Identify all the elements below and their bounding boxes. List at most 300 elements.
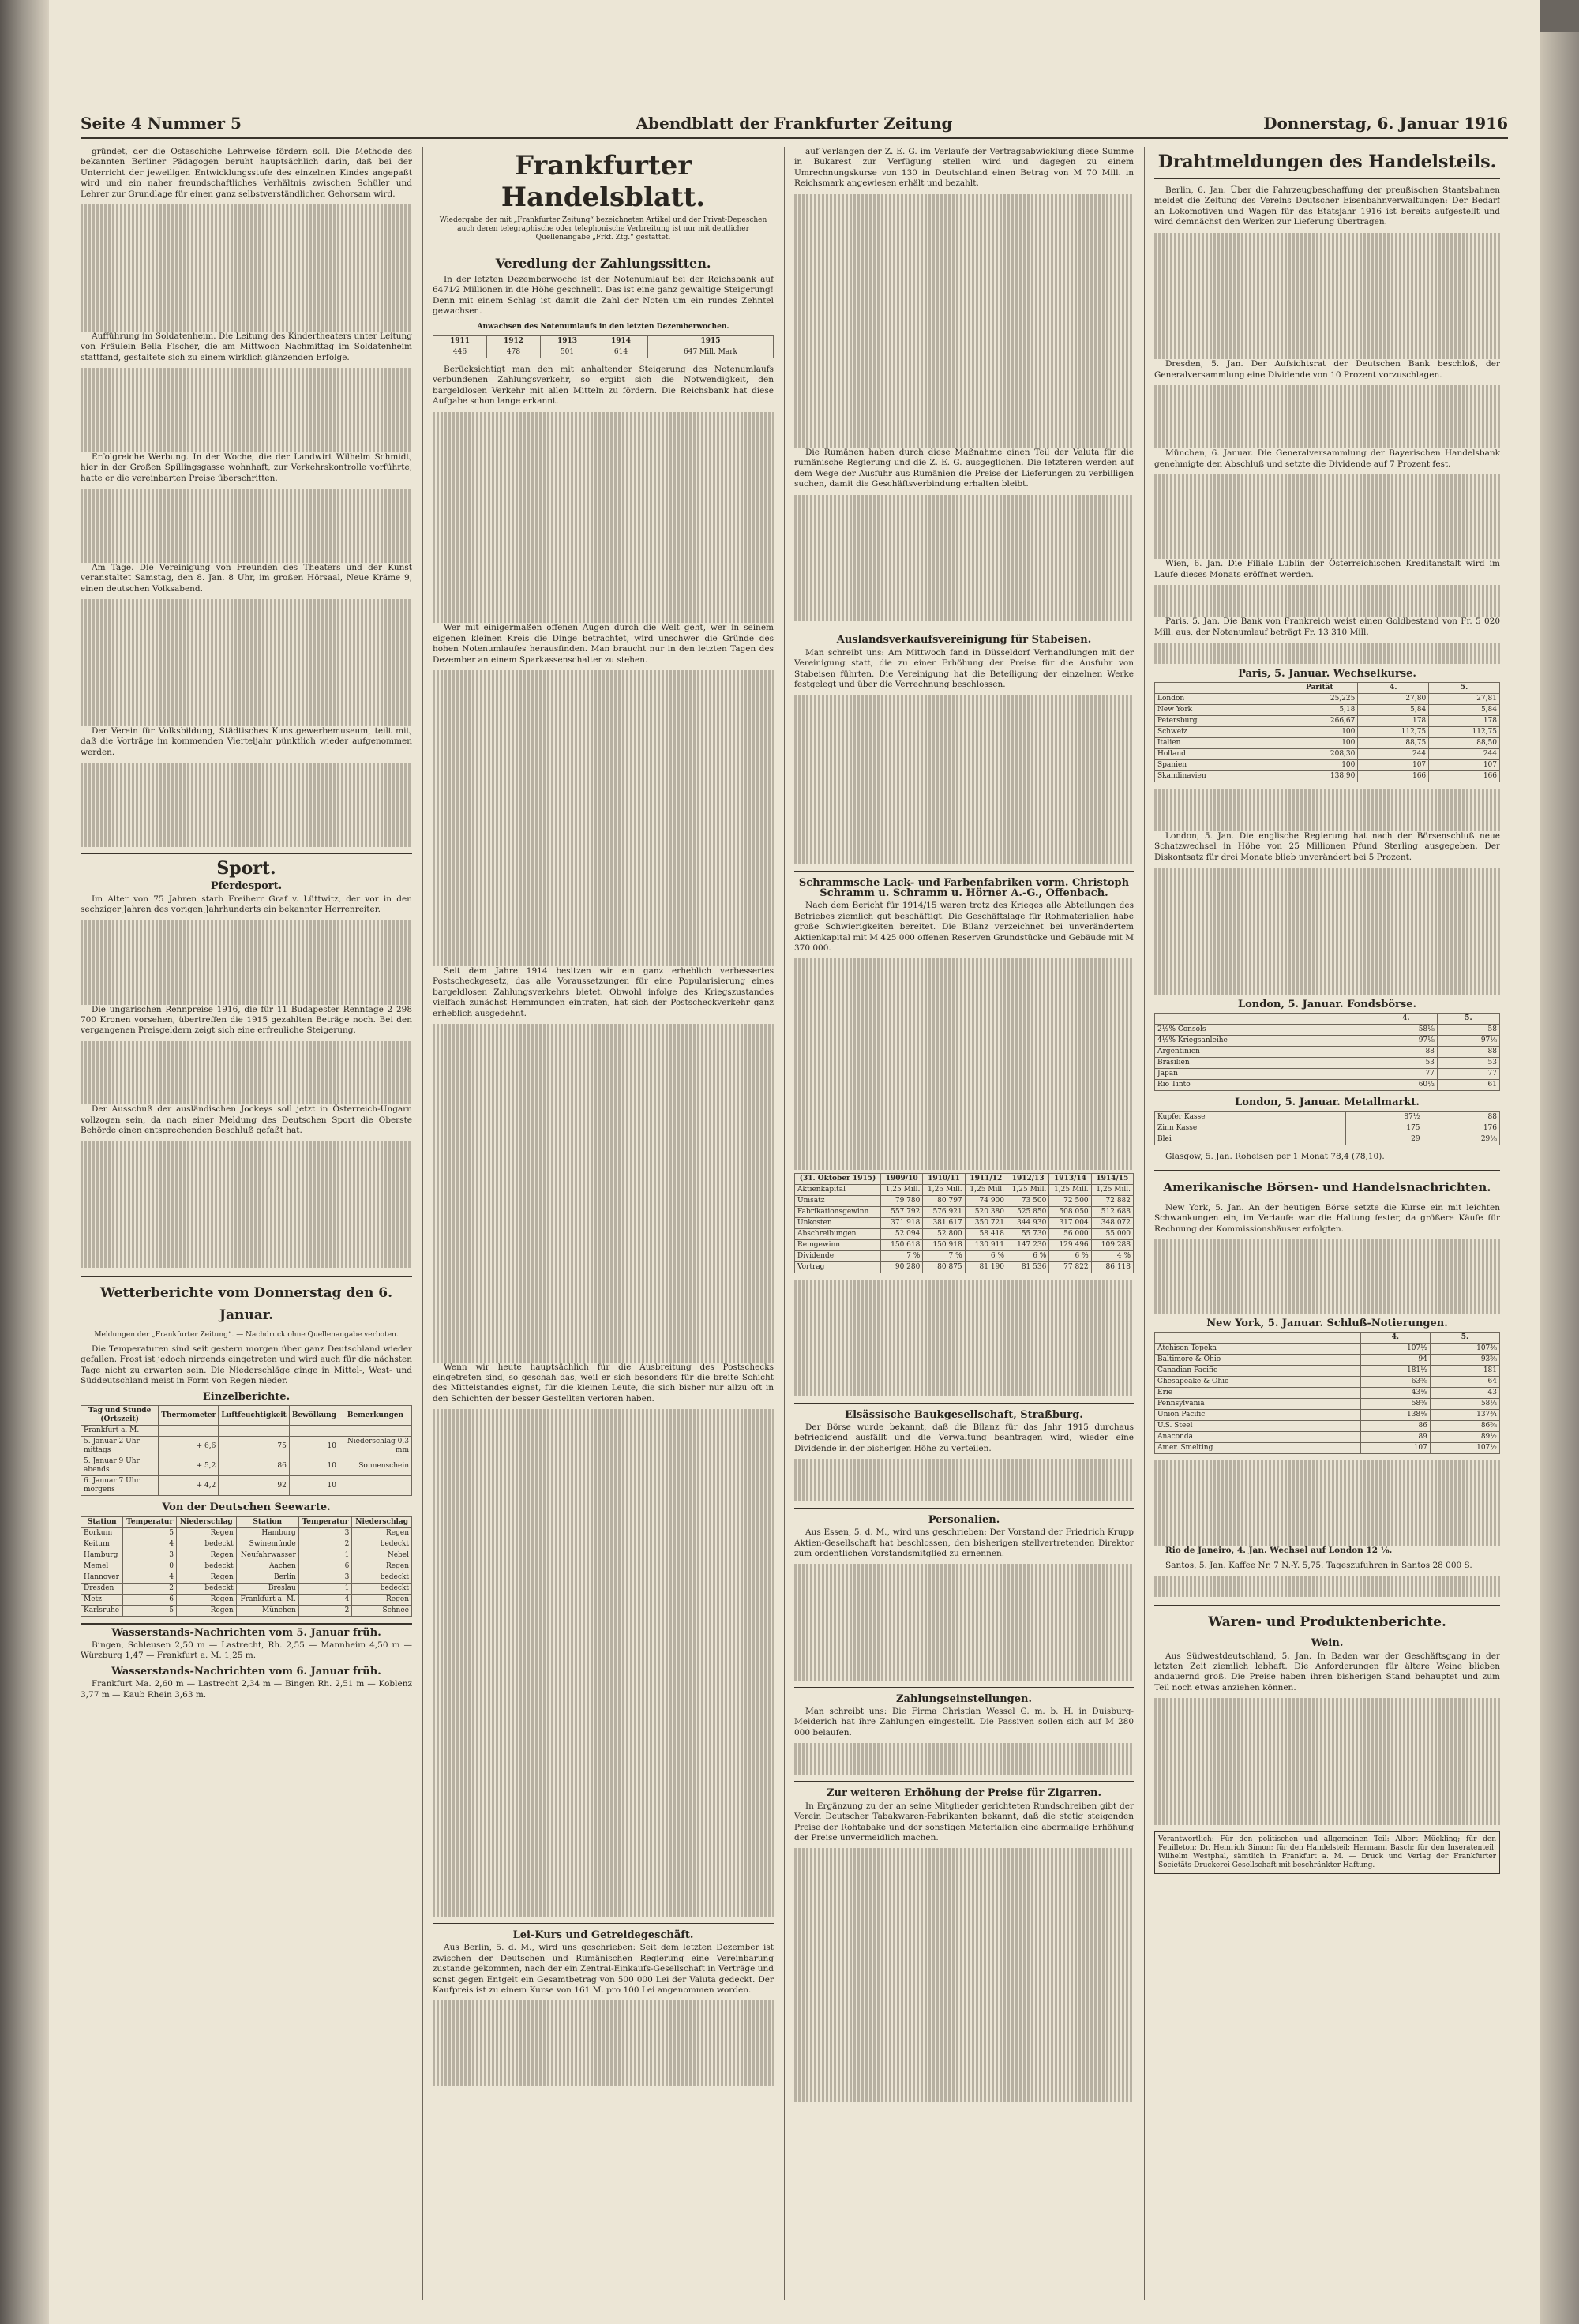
weather-title: Wetterberichte vom Donnerstag den 6. Januar. bbox=[81, 1276, 412, 1326]
table-header-cell bbox=[1155, 1333, 1361, 1344]
seewarte-table bbox=[81, 1516, 412, 1617]
article-paragraph: Paris, 5. Jan. Die Bank von Frankreich weist einen Goldbestand von Fr. 5 020 Mill. aus, der Notenumlauf beträgt Fr. 13 310 Mill. bbox=[1154, 617, 1500, 637]
table-header-cell: 1911/12 bbox=[965, 1174, 1007, 1185]
article-paragraph: Der Ausschuß der ausländischen Jockeys soll jetzt in Österreich-Ungarn vollzogen sein, da nach einer Meldung des Deutschen Sport die Oberste Behörde einen entsprechenden Beschluß gefaßt hat. bbox=[81, 1104, 412, 1135]
section-divider bbox=[794, 871, 1134, 872]
table-cell: 97⅛ bbox=[1375, 1036, 1437, 1047]
table-cell: 178 bbox=[1429, 716, 1500, 727]
table-cell: 2½% Consols bbox=[1155, 1025, 1375, 1036]
table-cell: 381 617 bbox=[923, 1218, 965, 1229]
section-subtitle: Wein. bbox=[1311, 1637, 1344, 1650]
london-stocks-table bbox=[1154, 1013, 1500, 1091]
table-cell bbox=[339, 1426, 411, 1437]
exchange-rates-table bbox=[1154, 682, 1500, 782]
section-divider bbox=[794, 1508, 1134, 1509]
table-cell: 5. Januar 9 Uhr abends bbox=[81, 1456, 159, 1476]
article-paragraph: Der Verein für Volksbildung, Städtisches Kunstgewerbemuseum, teilt mit, daß die Vorträge im kommenden Vierteljahr pünktlich wieder aufgenommen werden. bbox=[81, 725, 412, 757]
table-cell: 86 bbox=[1360, 1421, 1430, 1432]
article-paragraph: Berücksichtigt man den mit anhaltender Steigerung des Notenumlaufs verbundenen Zahlungsverkehr, so ergibt sich die Notwendigkeit, den bargeldlosen Verkehr mit allen Mitteln zu fördern. Die Reichsbank hat diese Aufgabe schon lange erkannt. bbox=[433, 365, 774, 407]
imprint-box: Verantwortlich: Für den politischen und allgemeinen Teil: Albert Mückling; für den Feuilleton: Dr. Heinrich Simon; für den Handelsteil: Hermann Basch; für den Inseratenteil: Wilhelm Westphal, sämtlich in Frankfurt a. M. — Druck und Verlag der Frankfurter Societäts-Druckerei Gesellschaft mit beschränkter Haftung. bbox=[1154, 1831, 1500, 1874]
table-cell: Dividende bbox=[795, 1251, 881, 1262]
table-cell: Union Pacific bbox=[1155, 1410, 1361, 1421]
table-cell: 10 bbox=[289, 1456, 339, 1476]
table-cell: Baltimore & Ohio bbox=[1155, 1355, 1361, 1366]
article-paragraph: Man schreibt uns: Am Mittwoch fand in Düsseldorf Verhandlungen mit der Vereinigung statt, die zu einer Erhöhung der Preise für die Ausfuhr von Stabeisen führten. Die Vereinigung hat die Beteiligung der einzelnen Werke festgelegt und über die Verrechnung beschlossen. bbox=[794, 647, 1134, 689]
table-cell: 81 190 bbox=[965, 1262, 1007, 1273]
table-header-cell: 5. bbox=[1430, 1333, 1499, 1344]
table-row bbox=[795, 1196, 1134, 1207]
water-level-text: Bingen, Schleusen 2,50 m — Lastrecht, Rh. 2,55 — Mannheim 4,50 m — Würzburg 1,47 — Frankfurt a. M. 1,25 m. bbox=[81, 1640, 412, 1661]
table-cell: Zinn Kasse bbox=[1155, 1123, 1346, 1134]
table-cell: Hannover bbox=[81, 1572, 123, 1583]
table-cell: Keitum bbox=[81, 1539, 123, 1550]
table-cell: + 6,6 bbox=[159, 1437, 219, 1456]
table-cell: 4 bbox=[298, 1594, 352, 1605]
table-cell: 77 bbox=[1437, 1069, 1499, 1080]
table-cell: 4 bbox=[123, 1539, 177, 1550]
table-cell: Vortrag bbox=[795, 1262, 881, 1273]
table-cell bbox=[289, 1426, 339, 1437]
column-rule bbox=[422, 147, 423, 2300]
table-cell: Berlin bbox=[236, 1572, 298, 1583]
table-title: Paris, 5. Januar. Wechselkurse. bbox=[1238, 667, 1416, 680]
water-level-title: Wasserstands-Nachrichten vom 6. Januar früh. bbox=[111, 1665, 381, 1677]
table-cell: 266,67 bbox=[1281, 716, 1358, 727]
table-cell: Karlsruhe bbox=[81, 1605, 123, 1616]
article-paragraph: Nach dem Bericht für 1914/15 waren trotz des Krieges alle Abteilungen des Betriebes ziemlich gut beschäftigt. Die Geschäftslage für Rohmaterialien habe große Schwierigkeiten bereitet. Die Bilanz verzeichnet bei unverändertem Aktienkapital mit M 425 000 offenen Reserven Grundstücke und Gebäude mit M 370 000. bbox=[794, 901, 1134, 954]
table-cell: Pennsylvania bbox=[1155, 1399, 1361, 1410]
table-cell: 92 bbox=[219, 1476, 289, 1496]
table-title: New York, 5. Januar. Schluß-Notierungen. bbox=[1206, 1318, 1448, 1330]
table-row bbox=[1155, 1421, 1500, 1432]
table-cell: 55 000 bbox=[1091, 1229, 1133, 1240]
section-subtitle: Pferdesport. bbox=[210, 880, 283, 893]
article-paragraph: New York, 5. Jan. An der heutigen Börse setzte die Kurse ein mit leichten Schwankungen ein, im Verlaufe war die Haltung fester, da größere Käufe für Rechnung der Kommissionshäuser erfolgten. bbox=[1154, 1203, 1500, 1234]
table-cell: München bbox=[236, 1605, 298, 1616]
table-cell: 350 721 bbox=[965, 1218, 1007, 1229]
column-1 bbox=[81, 147, 412, 2300]
table-row bbox=[795, 1240, 1134, 1251]
table-row bbox=[1155, 1058, 1500, 1069]
table-header-cell: 1914 bbox=[594, 336, 648, 347]
table-cell: 73 500 bbox=[1007, 1196, 1049, 1207]
table-cell: bedeckt bbox=[177, 1561, 237, 1572]
column-2 bbox=[433, 147, 774, 2300]
table-row bbox=[81, 1539, 412, 1550]
table-cell: 129 496 bbox=[1049, 1240, 1091, 1251]
table-cell: 100 bbox=[1281, 738, 1358, 749]
table-cell: 130 911 bbox=[965, 1240, 1007, 1251]
table-cell: 29 bbox=[1346, 1134, 1423, 1145]
table-header-cell bbox=[1155, 683, 1281, 694]
article-paragraph: Erfolgreiche Werbung. In der Woche, die der Landwirt Wilhelm Schmidt, hier in der Großen Spillingsgasse wohnhaft, zur Verkehrskontrolle vorführte, hatte er die vereinbarten Preise überschritten. bbox=[81, 452, 412, 483]
table-cell: Brasilien bbox=[1155, 1058, 1375, 1069]
table-cell: 53 bbox=[1437, 1058, 1499, 1069]
article-paragraph: Glasgow, 5. Jan. Roheisen per 1 Monat 78,4 (78,10). bbox=[1165, 1151, 1385, 1161]
table-cell: 244 bbox=[1429, 749, 1500, 760]
table-cell: 5 bbox=[123, 1527, 177, 1539]
table-title: Einzelberichte. bbox=[202, 1390, 291, 1403]
table-cell: bedeckt bbox=[352, 1539, 412, 1550]
table-cell: Reingewinn bbox=[795, 1240, 881, 1251]
table-cell: 75 bbox=[219, 1437, 289, 1456]
table-cell: 93⅝ bbox=[1430, 1355, 1499, 1366]
table-cell bbox=[339, 1476, 411, 1496]
water-level-text: Frankfurt Ma. 2,60 m — Lastrecht 2,34 m — Bingen Rh. 2,51 m — Koblenz 3,77 m — Kaub Rhein 3,63 m. bbox=[81, 1679, 412, 1700]
table-header-cell: 4. bbox=[1358, 683, 1429, 694]
table-cell: 88 bbox=[1423, 1111, 1499, 1123]
table-cell: 109 288 bbox=[1091, 1240, 1133, 1251]
table-header-cell: 1911 bbox=[433, 336, 487, 347]
table-row bbox=[81, 1527, 412, 1539]
table-cell: 5,18 bbox=[1281, 705, 1358, 716]
table-cell: Aachen bbox=[236, 1561, 298, 1572]
weather-table bbox=[81, 1405, 412, 1496]
table-cell: 1,25 Mill. bbox=[923, 1185, 965, 1196]
table-cell: Regen bbox=[352, 1594, 412, 1605]
table-cell: Anaconda bbox=[1155, 1432, 1361, 1443]
table-cell: Regen bbox=[177, 1594, 237, 1605]
table-cell: 0 bbox=[123, 1561, 177, 1572]
notes-table bbox=[433, 335, 774, 358]
table-header-cell: Bemerkungen bbox=[339, 1406, 411, 1426]
table-cell: 43⅛ bbox=[1360, 1388, 1430, 1399]
table-cell: 181 bbox=[1430, 1366, 1499, 1377]
table-header-cell: 1914/15 bbox=[1091, 1174, 1133, 1185]
newspaper-page bbox=[49, 0, 1540, 2324]
table-cell: 166 bbox=[1429, 771, 1500, 782]
table-cell: 150 918 bbox=[923, 1240, 965, 1251]
table-cell: Rio Tinto bbox=[1155, 1080, 1375, 1091]
table-cell: bedeckt bbox=[177, 1539, 237, 1550]
table-cell: Regen bbox=[352, 1561, 412, 1572]
table-row bbox=[1155, 694, 1500, 705]
balance-table bbox=[794, 1173, 1134, 1273]
table-header-cell: 4. bbox=[1375, 1014, 1437, 1025]
table-cell: 5,84 bbox=[1358, 705, 1429, 716]
table-cell: Holland bbox=[1155, 749, 1281, 760]
table-cell: Metz bbox=[81, 1594, 123, 1605]
table-header-cell: Niederschlag bbox=[352, 1516, 412, 1527]
drahtmeldungen-title: Drahtmeldungen des Handelsteils. bbox=[1157, 152, 1497, 172]
table-row bbox=[81, 1583, 412, 1594]
table-cell: 501 bbox=[541, 347, 594, 358]
table-cell: Frankfurt a. M. bbox=[236, 1594, 298, 1605]
article-title: Zahlungseinstellungen. bbox=[896, 1692, 1032, 1705]
weather-note: Meldungen der „Frankfurter Zeitung“. — Nachdruck ohne Quellenangabe verboten. bbox=[94, 1331, 399, 1340]
table-cell bbox=[219, 1426, 289, 1437]
table-cell: 107½ bbox=[1430, 1443, 1499, 1454]
table-cell: Canadian Pacific bbox=[1155, 1366, 1361, 1377]
table-cell: 63⅝ bbox=[1360, 1377, 1430, 1388]
table-header-cell: 1913 bbox=[541, 336, 594, 347]
table-cell: 56 000 bbox=[1049, 1229, 1091, 1240]
article-paragraph: Seit dem Jahre 1914 besitzen wir ein ganz erheblich verbessertes Postscheckgesetz, das alle Voraussetzungen für eine Popularisierung eines bargeldlosen Zahlungsverkehrs bietet. Obwohl infolge des Kriegszustandes vielfach zunächst Hemmungen eintraten, hat sich der Postscheckverkehr ganz erheblich ausgedehnt. bbox=[433, 966, 774, 1018]
table-cell: Regen bbox=[352, 1527, 412, 1539]
table-header-cell: Temperatur bbox=[298, 1516, 352, 1527]
article-title: Schrammsche Lack- und Farbenfabriken vorm. Christoph Schramm u. Schramm u. Hörner A.-G., Offenbach. bbox=[798, 876, 1130, 899]
article-title: Personalien. bbox=[928, 1513, 1000, 1526]
table-cell: Borkum bbox=[81, 1527, 123, 1539]
table-row bbox=[1155, 1069, 1500, 1080]
column-rule bbox=[1144, 147, 1145, 2300]
table-cell: 2 bbox=[298, 1539, 352, 1550]
table-cell: 72 882 bbox=[1091, 1196, 1133, 1207]
table-cell: 94 bbox=[1360, 1355, 1430, 1366]
table-cell: 371 918 bbox=[881, 1218, 923, 1229]
article-paragraph: Santos, 5. Jan. Kaffee Nr. 7 N.-Y. 5,75. Tageszufuhren in Santos 28 000 S. bbox=[1165, 1560, 1472, 1570]
table-cell: 10 bbox=[289, 1437, 339, 1456]
table-cell: 576 921 bbox=[923, 1207, 965, 1218]
table-cell: Argentinien bbox=[1155, 1047, 1375, 1058]
article-paragraph: Berlin, 6. Jan. Über die Fahrzeugbeschaffung der preußischen Staatsbahnen meldet die Zeitung des Vereins Deutscher Eisenbahnverwaltungen: Der Bedarf an Lokomotiven und Wagen für das Etatsjahr 1916 ist bereits aufgestellt und wird demnächst den Werken zur Lieferung übertragen. bbox=[1154, 186, 1500, 227]
table-cell: 3 bbox=[298, 1527, 352, 1539]
table-cell: 77 bbox=[1375, 1069, 1437, 1080]
table-cell: 27,81 bbox=[1429, 694, 1500, 705]
table-row bbox=[1155, 1080, 1500, 1091]
section-divider bbox=[1154, 178, 1500, 179]
table-row bbox=[81, 1426, 412, 1437]
table-cell: 1,25 Mill. bbox=[1049, 1185, 1091, 1196]
article-title: Veredlung der Zahlungssitten. bbox=[495, 256, 711, 271]
table-cell: + 5,2 bbox=[159, 1456, 219, 1476]
page-edge bbox=[1540, 32, 1579, 2324]
article-paragraph: Wien, 6. Jan. Die Filiale Lublin der Österreichischen Kreditanstalt wird im Laufe dieses Monats eröffnet werden. bbox=[1154, 559, 1500, 579]
table-cell: 520 380 bbox=[965, 1207, 1007, 1218]
table-cell: 2 bbox=[123, 1583, 177, 1594]
masthead bbox=[81, 111, 1508, 139]
table-header-cell bbox=[1155, 1014, 1375, 1025]
table-cell: 81 536 bbox=[1007, 1262, 1049, 1273]
table-cell: 53 bbox=[1375, 1058, 1437, 1069]
column-3 bbox=[794, 147, 1134, 2300]
table-cell: bedeckt bbox=[352, 1572, 412, 1583]
table-header-cell: 1910/11 bbox=[923, 1174, 965, 1185]
table-cell: Fabrikationsgewinn bbox=[795, 1207, 881, 1218]
table-header-cell: 5. bbox=[1429, 683, 1500, 694]
table-cell: 1 bbox=[298, 1583, 352, 1594]
table-cell: Italien bbox=[1155, 738, 1281, 749]
table-cell: 107⅜ bbox=[1430, 1344, 1499, 1355]
table-row bbox=[795, 1262, 1134, 1273]
table-row bbox=[1155, 1047, 1500, 1058]
table-cell: 80 797 bbox=[923, 1196, 965, 1207]
table-row bbox=[1155, 1366, 1500, 1377]
metal-table bbox=[1154, 1111, 1500, 1145]
table-cell: 64 bbox=[1430, 1377, 1499, 1388]
table-cell: Frankfurt a. M. bbox=[81, 1426, 159, 1437]
table-row bbox=[81, 1605, 412, 1616]
table-header-cell: Luftfeuchtigkeit bbox=[219, 1406, 289, 1426]
table-row bbox=[1155, 1355, 1500, 1366]
table-row bbox=[1155, 1111, 1500, 1123]
table-cell: 7 % bbox=[923, 1251, 965, 1262]
table-cell: Abschreibungen bbox=[795, 1229, 881, 1240]
table-cell: 43 bbox=[1430, 1388, 1499, 1399]
table-cell: 166 bbox=[1358, 771, 1429, 782]
article-title: Auslandsverkaufsvereinigung für Stabeisen. bbox=[836, 634, 1092, 647]
table-row bbox=[1155, 749, 1500, 760]
table-cell: 344 930 bbox=[1007, 1218, 1049, 1229]
table-cell: 60½ bbox=[1375, 1080, 1437, 1091]
table-cell: 175 bbox=[1346, 1123, 1423, 1134]
table-cell: 137¾ bbox=[1430, 1410, 1499, 1421]
table-cell: 88,75 bbox=[1358, 738, 1429, 749]
table-cell: 58⅝ bbox=[1360, 1399, 1430, 1410]
table-cell: 89½ bbox=[1430, 1432, 1499, 1443]
table-cell: 176 bbox=[1423, 1123, 1499, 1134]
table-header-cell: 1913/14 bbox=[1049, 1174, 1091, 1185]
table-row bbox=[1155, 727, 1500, 738]
table-cell: 3 bbox=[298, 1572, 352, 1583]
table-cell: 244 bbox=[1358, 749, 1429, 760]
table-cell: 3 bbox=[123, 1550, 177, 1561]
table-cell: 97⅛ bbox=[1437, 1036, 1499, 1047]
table-cell: 647 Mill. Mark bbox=[648, 347, 774, 358]
table-header-cell: 1912 bbox=[487, 336, 541, 347]
table-cell: 138⅛ bbox=[1360, 1410, 1430, 1421]
table-cell: 178 bbox=[1358, 716, 1429, 727]
table-cell bbox=[159, 1426, 219, 1437]
article-paragraph: Die Rumänen haben durch diese Maßnahme einen Teil der Valuta für die rumänische Regierung und die Z. E. G. ausgeglichen. Die letzteren werden auf dem Wege der Ausfuhr aus Rumänien die Preise der Lieferungen zu verbilligen suchen, damit die Geschäftsverbindung erhalten bleibt. bbox=[794, 448, 1134, 489]
table-cell: Umsatz bbox=[795, 1196, 881, 1207]
table-cell: New York bbox=[1155, 705, 1281, 716]
table-title: London, 5. Januar. Fondsbörse. bbox=[1237, 998, 1416, 1010]
table-cell: 5. Januar 2 Uhr mittags bbox=[81, 1437, 159, 1456]
table-cell: Breslau bbox=[236, 1583, 298, 1594]
table-cell: 6 % bbox=[965, 1251, 1007, 1262]
table-cell: Swinemünde bbox=[236, 1539, 298, 1550]
article-title: Zur weiteren Erhöhung der Preise für Zigarren. bbox=[827, 1787, 1101, 1800]
table-cell: 55 730 bbox=[1007, 1229, 1049, 1240]
table-cell: 58⅛ bbox=[1375, 1025, 1437, 1036]
table-cell: 88 bbox=[1375, 1047, 1437, 1058]
table-cell: 27,80 bbox=[1358, 694, 1429, 705]
table-cell: Regen bbox=[177, 1527, 237, 1539]
table-cell: 1,25 Mill. bbox=[881, 1185, 923, 1196]
table-header-cell: 1912/13 bbox=[1007, 1174, 1049, 1185]
table-cell: 88,50 bbox=[1429, 738, 1500, 749]
issue-date: Donnerstag, 6. Januar 1916 bbox=[1263, 114, 1508, 133]
article-paragraph: Aus Südwestdeutschland, 5. Jan. In Baden war der Geschäftsgang in der letzten Zeit ziemlich lebhaft. Die Anforderungen für ältere Weine blieben andauernd groß. Die Preise haben ihren bisherigen Stand behauptet und zum Teil noch etwas anziehen können. bbox=[1154, 1651, 1500, 1692]
table-header-cell: 5. bbox=[1437, 1014, 1499, 1025]
table-cell: 508 050 bbox=[1049, 1207, 1091, 1218]
table-cell: 512 688 bbox=[1091, 1207, 1133, 1218]
table-cell: Regen bbox=[177, 1550, 237, 1561]
table-cell: 86 bbox=[219, 1456, 289, 1476]
table-title: Von der Deutschen Seewarte. bbox=[162, 1501, 331, 1514]
table-header-cell: Thermometer bbox=[159, 1406, 219, 1426]
table-cell: 1 bbox=[298, 1550, 352, 1561]
table-row bbox=[795, 1229, 1134, 1240]
table-cell: 147 230 bbox=[1007, 1240, 1049, 1251]
table-cell: 107 bbox=[1358, 760, 1429, 771]
table-cell: 150 618 bbox=[881, 1240, 923, 1251]
table-cell: 138,90 bbox=[1281, 771, 1358, 782]
table-row bbox=[1155, 1388, 1500, 1399]
article-paragraph: Wenn wir heute hauptsächlich für die Ausbreitung des Postschecks eingetreten sind, so geschah das, weil er sich besonders für die breite Schicht des Mittelstandes eignet, für die kleinen Leute, die sich bisher nur allzu oft in den Schichten der besser Gestellten verloren haben. bbox=[433, 1362, 774, 1404]
table-cell: Blei bbox=[1155, 1134, 1346, 1145]
table-row bbox=[1155, 1443, 1500, 1454]
table-cell: Sonnenschein bbox=[339, 1456, 411, 1476]
table-cell: 52 094 bbox=[881, 1229, 923, 1240]
article-paragraph: Rio de Janeiro, 4. Jan. Wechsel auf London 12 ⅛. bbox=[1165, 1545, 1393, 1555]
table-cell: 208,30 bbox=[1281, 749, 1358, 760]
table-cell: 1,25 Mill. bbox=[965, 1185, 1007, 1196]
table-row bbox=[81, 1437, 412, 1456]
table-cell: 181½ bbox=[1360, 1366, 1430, 1377]
article-paragraph: Am Tage. Die Vereinigung von Freunden des Theaters und der Kunst veranstaltet Samstag, den 8. Jan. 8 Uhr, im großen Hörsaal, Neue Kräme 9, einen deutschen Volksabend. bbox=[81, 563, 412, 594]
table-row bbox=[795, 1185, 1134, 1196]
column-rule bbox=[784, 147, 785, 2300]
new-york-table bbox=[1154, 1332, 1500, 1454]
table-cell: 6 bbox=[298, 1561, 352, 1572]
table-cell: 79 780 bbox=[881, 1196, 923, 1207]
table-cell: Atchison Topeka bbox=[1155, 1344, 1361, 1355]
table-header-cell: Parität bbox=[1281, 683, 1358, 694]
table-header-cell: Bewölkung bbox=[289, 1406, 339, 1426]
table-cell: 80 875 bbox=[923, 1262, 965, 1273]
table-cell: 317 004 bbox=[1049, 1218, 1091, 1229]
table-row bbox=[81, 1572, 412, 1583]
table-cell: 52 800 bbox=[923, 1229, 965, 1240]
article-paragraph: Aus Berlin, 5. d. M., wird uns geschrieben: Seit dem letzten Dezember ist zwischen der Deutschen und Rumänischen Regierung eine Vereinbarung zustande gekommen, nach der ein Zentral-Einkaufs-Gesellschaft in Verträge und sonst gegen Entgelt ein Gesamtbetrag von 500 000 Lei der Valuta gedeckt. Der Kaufpreis ist zu einem Kurse von 161 M. pro 100 Lei angenommen worden. bbox=[433, 1943, 774, 1995]
table-header-cell: (31. Oktober 1915) bbox=[795, 1174, 881, 1185]
table-cell: Regen bbox=[177, 1572, 237, 1583]
table-header-cell: Station bbox=[81, 1516, 123, 1527]
article-paragraph: In der letzten Dezemberwoche ist der Notenumlauf bei der Reichsbank auf 6471⁄2 Millionen in die Höhe geschnellt. Das ist eine ganz gewaltige Steigerung! Denn mit einem Schlag ist damit die Zahl der Noten um ein rundes Zehntel gewachsen. bbox=[433, 275, 774, 317]
article-paragraph: Im Alter von 75 Jahren starb Freiherr Graf v. Lüttwitz, der vor in den sechziger Jahren des vorigen Jahrhunderts ein bekannter Herrenreiter. bbox=[81, 894, 412, 915]
table-cell: Kupfer Kasse bbox=[1155, 1111, 1346, 1123]
water-level-title: Wasserstands-Nachrichten vom 5. Januar früh. bbox=[81, 1623, 412, 1638]
table-cell: 61 bbox=[1437, 1080, 1499, 1091]
table-row bbox=[795, 1251, 1134, 1262]
table-cell: 87½ bbox=[1346, 1111, 1423, 1123]
table-cell: 100 bbox=[1281, 727, 1358, 738]
table-cell: 107 bbox=[1429, 760, 1500, 771]
table-cell: 107 bbox=[1360, 1443, 1430, 1454]
table-cell: 112,75 bbox=[1358, 727, 1429, 738]
table-cell: 72 500 bbox=[1049, 1196, 1091, 1207]
table-cell: bedeckt bbox=[352, 1583, 412, 1594]
table-row bbox=[1155, 1134, 1500, 1145]
table-cell: 6. Januar 7 Uhr morgens bbox=[81, 1476, 159, 1496]
table-row bbox=[1155, 1399, 1500, 1410]
american-section-title: Amerikanische Börsen- und Handelsnachrichten. bbox=[1154, 1170, 1500, 1198]
page-number: Seite 4 Nummer 5 bbox=[81, 114, 242, 133]
handelsblatt-note: Wiedergabe der mit „Frankfurter Zeitung“ bezeichneten Artikel und der Privat-Depeschen auch deren telegraphische oder telephonische Verbreitung ist nur mit deutlicher Quellenangabe „Frkf. Ztg.“ gestattet. bbox=[439, 216, 767, 242]
table-cell: Dresden bbox=[81, 1583, 123, 1594]
table-cell: Memel bbox=[81, 1561, 123, 1572]
table-cell: Unkosten bbox=[795, 1218, 881, 1229]
section-title-sport: Sport. bbox=[216, 858, 276, 879]
table-row bbox=[1155, 1025, 1500, 1036]
article-paragraph: auf Verlangen der Z. E. G. im Verlaufe der Vertragsabwicklung diese Summe in Bukarest zur Verfügung stellen wird und dagegen zu einem Umrechnungskurse von 130 in Deutschland einen Betrag von M 70 Mill. in Reichsmark angewiesen erhält und bezahlt. bbox=[794, 147, 1134, 189]
article-paragraph: gründet, der die Ostaschiche Lehrweise fördern soll. Die Methode des bekannten Berliner Pädagogen beruht hauptsächlich darin, daß bei der Unterricht der jeweiligen Entwicklungsstufe des einzelnen Kindes angepaßt wird und ein naher freundschaftliches Verhältnis zwischen Schüler und Lehrer zur Grundlage für einen ganz selbstverständlichen Gehorsam wird. bbox=[81, 147, 412, 199]
table-cell: Erie bbox=[1155, 1388, 1361, 1399]
article-paragraph: Aus Essen, 5. d. M., wird uns geschrieben: Der Vorstand der Friedrich Krupp Aktien-Gesellschaft hat beschlossen, den bisherigen stellvertretenden Direktor zum ordentlichen Vorstandsmitglied zu ernennen. bbox=[794, 1527, 1134, 1558]
article-paragraph: In Ergänzung zu der an seine Mitglieder gerichteten Rundschreiben gibt der Verein Deutscher Tabakwaren-Fabrikanten bekannt, daß die stetig steigenden Preise der Rohtabake und der sonstigen Materialien eine abermalige Erhöhung der Preise unvermeidlich machen. bbox=[794, 1801, 1134, 1843]
table-row bbox=[1155, 1344, 1500, 1355]
article-paragraph: Wer mit einigermaßen offenen Augen durch die Welt geht, wer in seinem eigenen kleinen Kreis die Dinge betrachtet, wird unschwer die Gründe des hohen Notenumlaufes herausfinden. Man braucht nur in den letzten Tagen des Dezember an einem Sparkassenschalter zu stehen. bbox=[433, 623, 774, 665]
table-row bbox=[81, 1476, 412, 1496]
table-cell: 29⅛ bbox=[1423, 1134, 1499, 1145]
table-cell: 58 418 bbox=[965, 1229, 1007, 1240]
table-row bbox=[81, 1550, 412, 1561]
section-divider bbox=[794, 1403, 1134, 1404]
article-paragraph: Man schreibt uns: Die Firma Christian Wessel G. m. b. H. in Duisburg-Meiderich hat ihre Zahlungen eingestellt. Die Passiven sollen sich auf M 280 000 belaufen. bbox=[794, 1707, 1134, 1737]
article-paragraph: Der Börse wurde bekannt, daß die Bilanz für das Jahr 1915 durchaus befriedigend ausfällt und die Verwaltung beantragen wird, wieder eine Dividende in der bisherigen Höhe zu verteilen. bbox=[794, 1422, 1134, 1453]
